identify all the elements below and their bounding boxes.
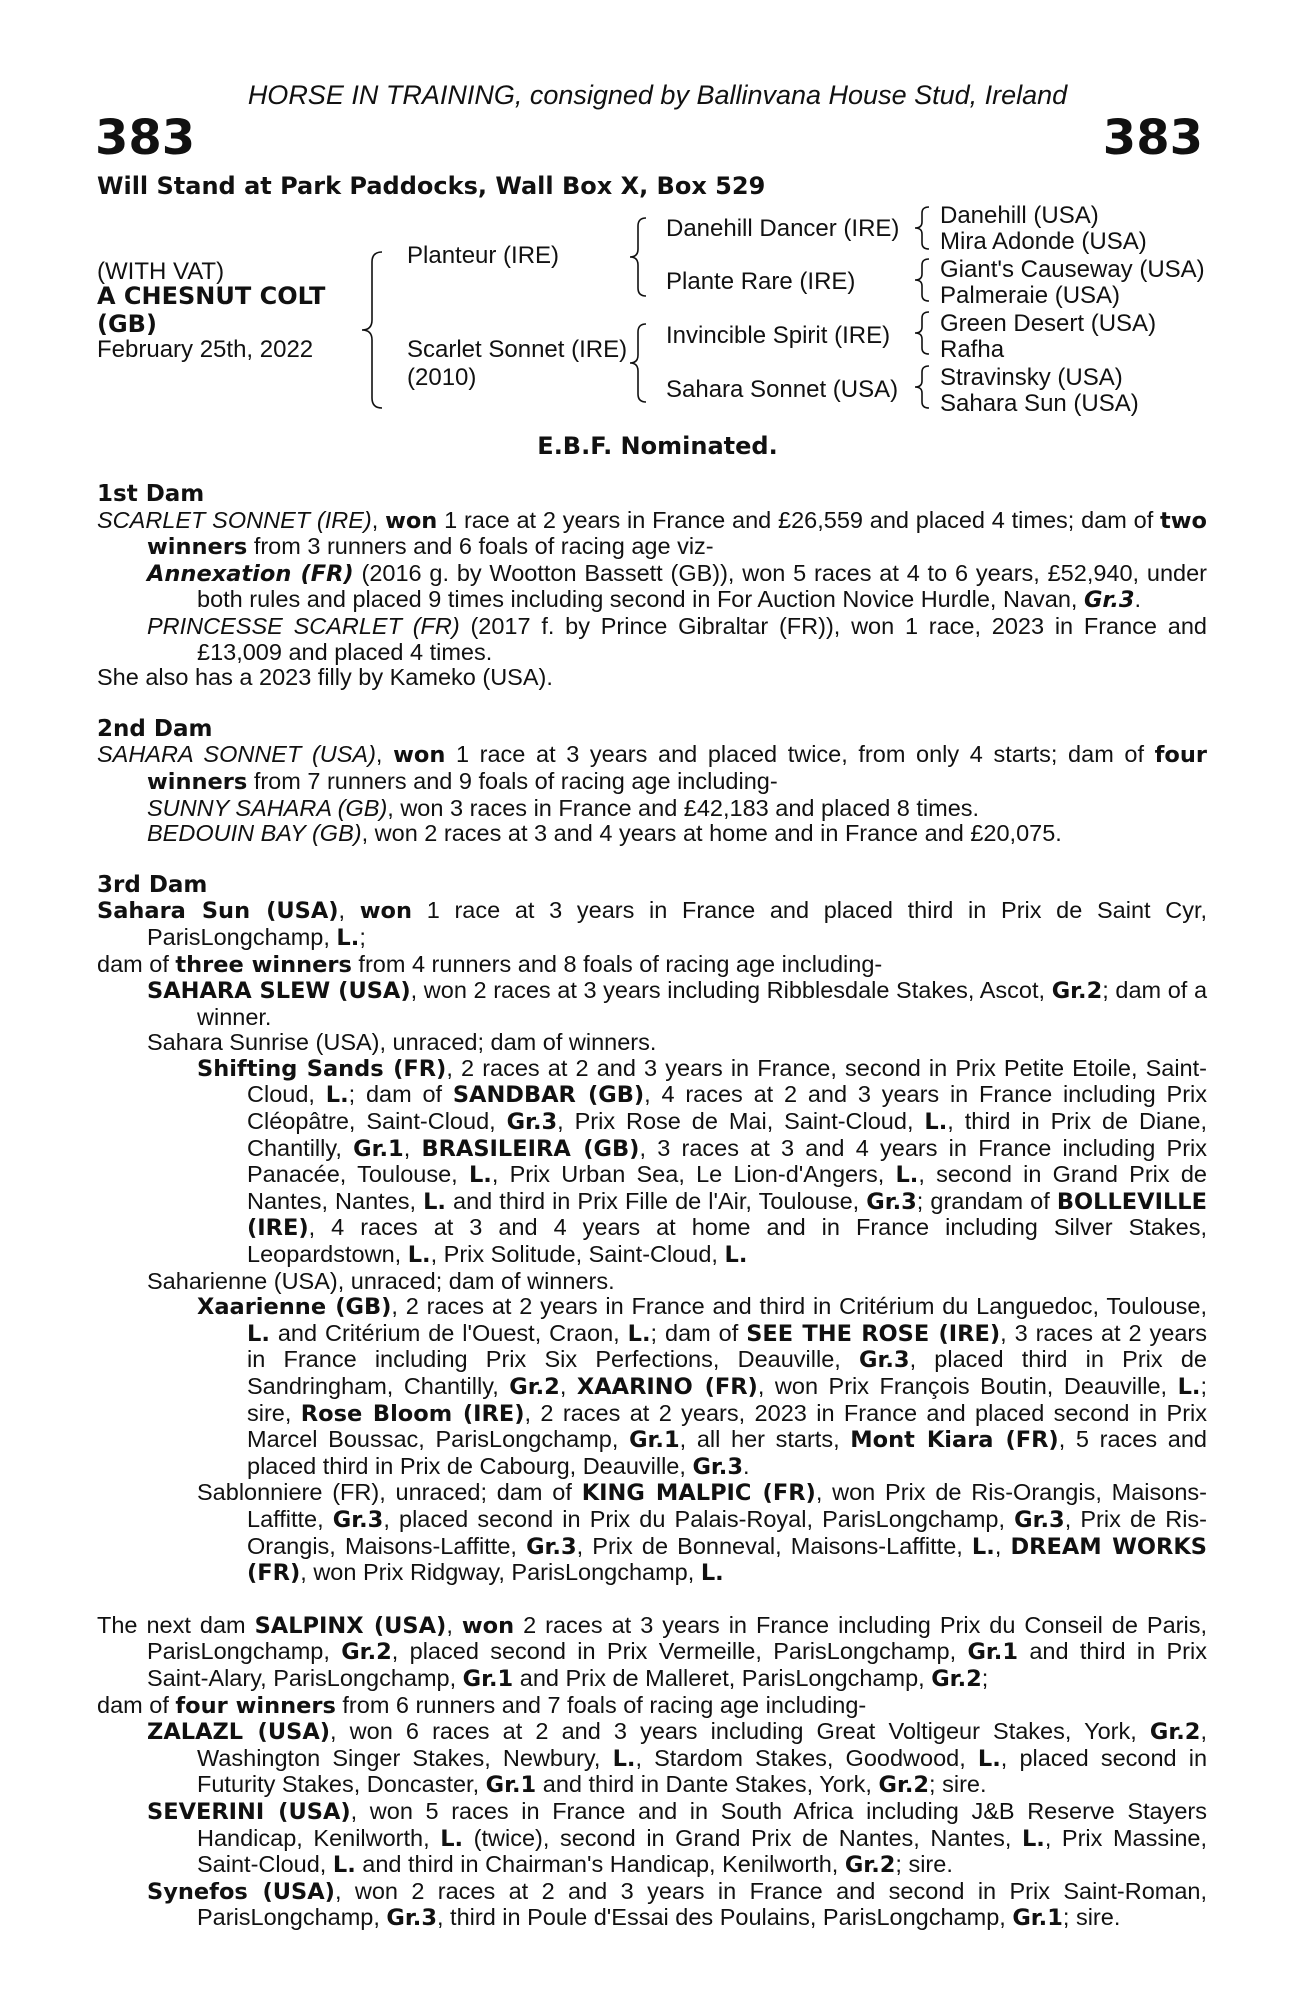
produce-sahara-sunrise: Sahara Sunrise (USA), unraced; dam of winners.	[147, 1029, 657, 1056]
pedigree-brace-dam	[628, 322, 650, 404]
consignment-line: HORSE IN TRAINING, consigned by Ballinvana House Stud, Ireland	[247, 80, 1068, 110]
pedigree-dss: Green Desert (USA)	[940, 310, 1157, 337]
pedigree-brace-ss	[913, 205, 933, 251]
produce-severini: SEVERINI (USA), won 5 races in France and in South Africa including J&B Reserve Stayers Handicap, Kenilworth, L. (twice), second in Grand Prix de Nantes, Nantes, L., Prix Massine, Saint-Cloud, L. and third in Chairman's Handicap, Kenilworth, Gr.2; sire.	[147, 1797, 1208, 1879]
pedigree-brace-dd	[913, 364, 933, 410]
catalogue-body	[97, 482, 1207, 1932]
pedigree-sire-dam: Plante Rare (IRE)	[666, 268, 856, 295]
pedigree-brace-main	[360, 250, 390, 410]
pedigree-sire-sire: Danehill Dancer (IRE)	[666, 215, 900, 242]
produce-sablonniere: Sablonniere (FR), unraced; dam of KING MALPIC (FR), won Prix de Ris-Orangis, Maisons-Laffitte, Gr.3, placed second in Prix du Palais-Royal, ParisLongchamp, Gr.3, Prix de Ris-Orangis, Maisons-Laffitte, Gr.3, Prix de Bonneval, Maisons-Laffitte, L., DREAM WORKS (FR), won Prix Ridgway, ParisLongchamp, L.	[197, 1479, 1208, 1587]
second-dam-text: SAHARA SONNET (USA), won 1 race at 3 years and placed twice, from only 4 starts; dam of four winners from 7 runners and 9 foals of racing age including-	[97, 741, 1207, 795]
pedigree-dam-dam: Sahara Sonnet (USA)	[666, 376, 899, 403]
pedigree-ddd: Sahara Sun (USA)	[940, 390, 1139, 417]
horse-dob: February 25th, 2022	[97, 336, 314, 363]
horse-suffix: (GB)	[97, 310, 157, 338]
next-dam-text: The next dam SALPINX (USA), won 2 races at 3 years in France including Prix du Conseil de Paris, ParisLongchamp, Gr.2, placed second in Prix Vermeille, ParisLongchamp, Gr.1 and third in Prix Saint-Alary, ParisLongchamp, Gr.1 and Prix de Malleret, ParisLongchamp, Gr.2;	[97, 1611, 1207, 1692]
produce-sahara-slew: SAHARA SLEW (USA), won 2 races at 3 years including Ribblesdale Stakes, Ascot, Gr.2; dam of a winner.	[147, 977, 1208, 1030]
first-dam-heading: 1st Dam	[97, 481, 205, 507]
third-dam-heading: 3rd Dam	[97, 871, 208, 898]
pedigree-sds: Giant's Causeway (USA)	[940, 256, 1205, 283]
pedigree-brace-sd	[913, 257, 933, 303]
pedigree-sdd: Palmeraie (USA)	[940, 282, 1121, 309]
produce-note: She also has a 2023 filly by Kameko (USA).	[97, 664, 553, 691]
next-dam-produce-summary: dam of four winners from 6 runners and 7 foals of racing age including-	[97, 1691, 867, 1719]
pedigree-sss: Danehill (USA)	[940, 202, 1099, 229]
vat-note: (WITH VAT)	[97, 258, 225, 285]
pedigree-brace-ds	[913, 310, 933, 356]
second-dam-heading: 2nd Dam	[97, 715, 213, 742]
ebf-nominated: E.B.F. Nominated.	[537, 432, 778, 460]
produce-synefos: Synefos (USA), won 2 races at 2 and 3 years in France and second in Prix Saint-Roman, ParisLongchamp, Gr.3, third in Poule d'Essai des Poulains, ParisLongchamp, Gr.1; sire.	[147, 1877, 1208, 1932]
lot-number-right: 383	[1102, 110, 1203, 166]
pedigree-dds: Stravinsky (USA)	[940, 364, 1123, 391]
pedigree-brace-sire	[628, 216, 650, 298]
stand-location: Will Stand at Park Paddocks, Wall Box X, Box 529	[97, 172, 766, 200]
pedigree-dam-year: (2010)	[407, 364, 477, 391]
produce-annexation: Annexation (FR) (2016 g. by Wootton Bassett (GB)), won 5 races at 4 to 6 years, £52,940, under both rules and placed 9 times including second in For Auction Novice Hurdle, Navan, Gr.3.	[147, 559, 1207, 614]
pedigree-ssd: Mira Adonde (USA)	[940, 228, 1147, 255]
third-dam-produce-summary: dam of three winners from 4 runners and 8 foals of racing age including-	[97, 950, 883, 978]
third-dam-text: Sahara Sun (USA), won 1 race at 3 years in France and placed third in Prix de Saint Cyr, ParisLongchamp, L.;	[97, 897, 1208, 951]
produce-shifting-sands: Shifting Sands (FR), 2 races at 2 and 3 years in France, second in Prix Petite Etoile, Saint-Cloud, L.; dam of SANDBAR (GB), 4 races at 2 and 3 years in France including Prix Cléopâtre, Saint-Cloud, Gr.3, Prix Rose de Mai, Saint-Cloud, L., third in Prix de Diane, Chantilly, Gr.1, BRASILEIRA (GB), 3 races at 3 and 4 years in France including Prix Panacée, Toulouse, L., Prix Urban Sea, Le Lion-d'Angers, L., second in Grand Prix de Nantes, Nantes, L. and third in Prix Fille de l'Air, Toulouse, Gr.3; grandam of BOLLEVILLE (IRE), 4 races at 3 and 4 years at home and in France including Silver Stakes, Leopardstown, L., Prix Solitude, Saint-Cloud, L.	[197, 1054, 1207, 1269]
produce-saharienne: Saharienne (USA), unraced; dam of winners.	[147, 1267, 615, 1294]
pedigree-sire: Planteur (IRE)	[407, 242, 560, 269]
produce-bedouin-bay: BEDOUIN BAY (GB), won 2 races at 3 and 4 years at home and in France and £20,075.	[147, 820, 1062, 847]
pedigree-dam-sire: Invincible Spirit (IRE)	[666, 322, 891, 349]
first-dam-text: SCARLET SONNET (IRE), won 1 race at 2 years in France and £26,559 and placed 4 times; dam of two winners from 3 runners and 6 foals of racing age viz-	[97, 506, 1208, 561]
produce-sunny-sahara: SUNNY SAHARA (GB), won 3 races in France and £42,183 and placed 8 times.	[147, 794, 980, 821]
lot-number-left: 383	[95, 110, 196, 166]
pedigree-dsd: Rafha	[940, 336, 1005, 363]
produce-princesse-scarlet: PRINCESSE SCARLET (FR) (2017 f. by Prince Gibraltar (FR)), won 1 race, 2023 in France and £13,009 and placed 4 times.	[147, 612, 1207, 665]
horse-name: A CHESNUT COLT	[97, 282, 326, 310]
produce-xaarienne: Xaarienne (GB), 2 races at 2 years in France and third in Critérium du Languedoc, Toulouse, L. and Critérium de l'Ouest, Craon, L.; dam of SEE THE ROSE (IRE), 3 races at 2 years in France including Prix Six Perfections, Deauville, Gr.3, placed third in Prix de Sandringham, Chantilly, Gr.2, XAARINO (FR), won Prix François Boutin, Deauville, L.; sire, Rose Bloom (IRE), 2 races at 2 years, 2023 in France and placed second in Prix Marcel Boussac, ParisLongchamp, Gr.1, all her starts, Mont Kiara (FR), 5 races and placed third in Prix de Cabourg, Deauville, Gr.3.	[197, 1293, 1208, 1480]
produce-zalazl: ZALAZL (USA), won 6 races at 2 and 3 years including Great Voltigeur Stakes, York, Gr.2, Washington Singer Stakes, Newbury, L., Stardom Stakes, Goodwood, L., placed second in Futurity Stakes, Doncaster, Gr.1 and third in Dante Stakes, York, Gr.2; sire.	[147, 1718, 1208, 1799]
pedigree-dam: Scarlet Sonnet (IRE)	[407, 336, 628, 363]
